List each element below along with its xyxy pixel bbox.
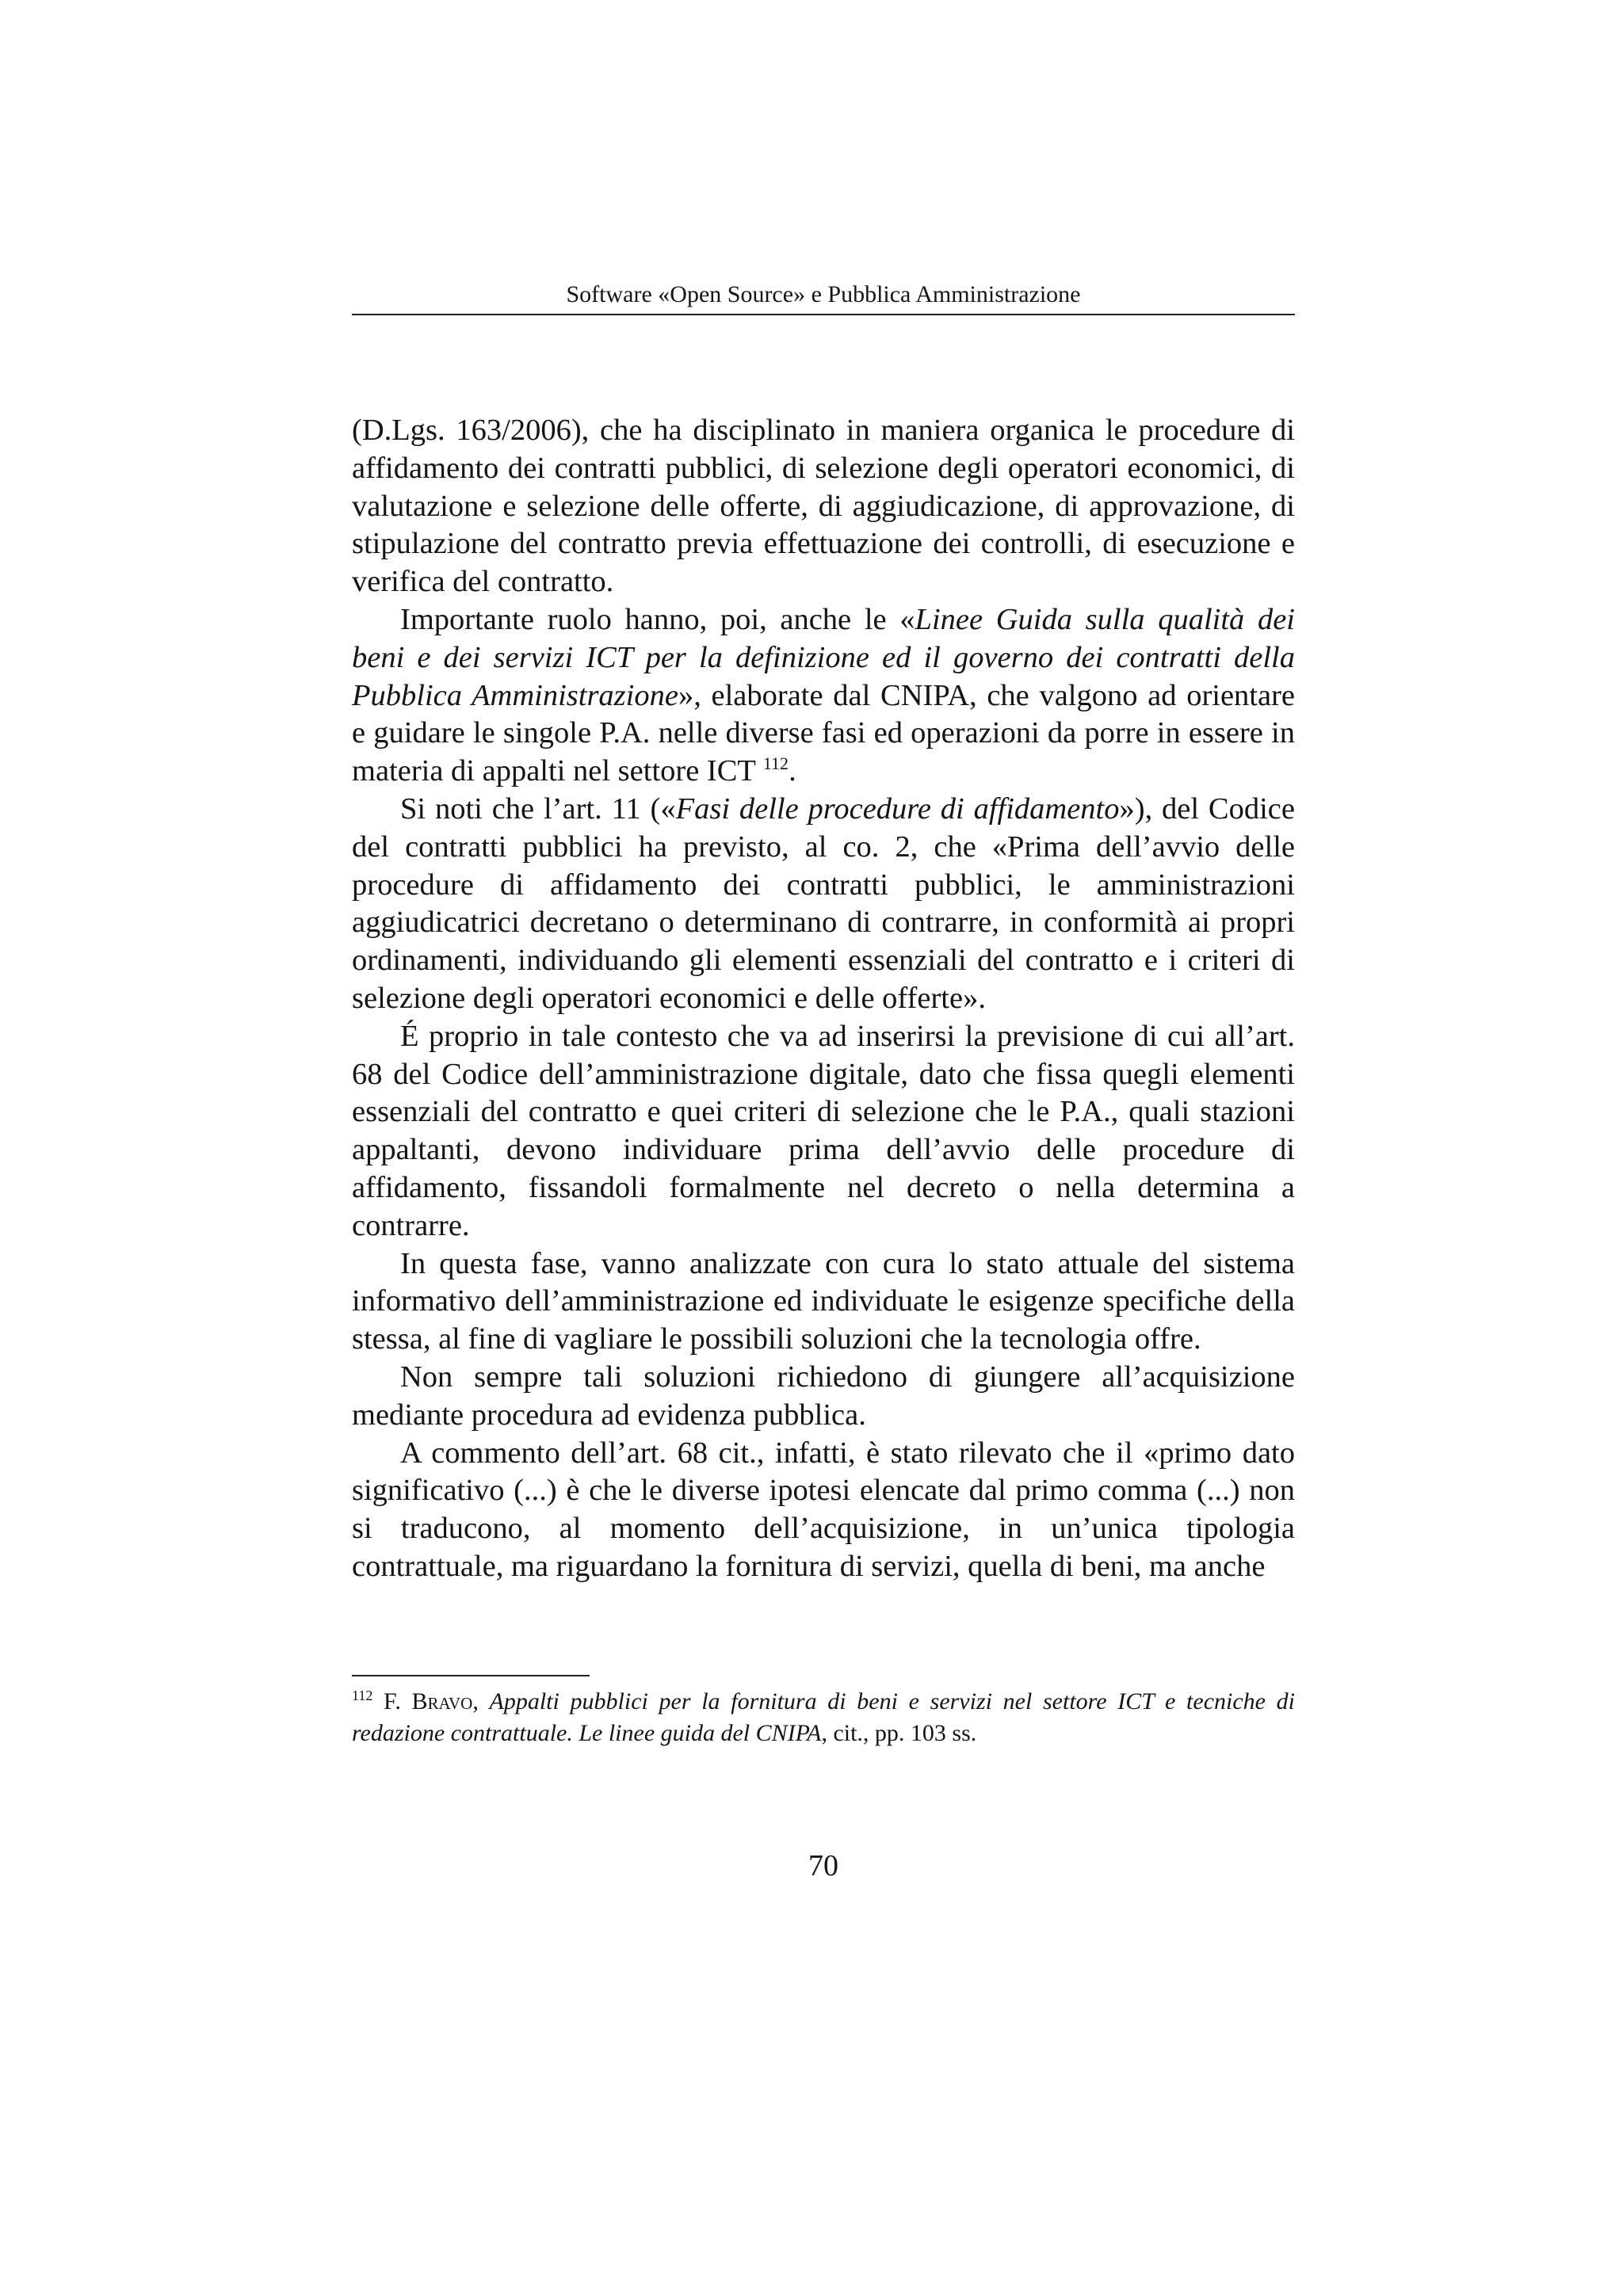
footnote-reference[interactable]: 112 <box>762 753 789 774</box>
paragraph-2-text-b: », elaborate dal CNIPA, che valgono ad orientare e guidare le singole P.A. nelle diverse fasi ed operazioni da porre in essere in materia di appalti nel settore ICT <box>352 678 1296 788</box>
guidelines-title: Linee Guida sulla qualità dei beni e dei servizi ICT per la definizione ed il governo dei contratti della Pubblica Amministrazione <box>352 602 1295 712</box>
running-head: Software «Open Source» e Pubblica Amministrazione <box>566 281 1081 307</box>
footnote-separator: , <box>472 1688 490 1714</box>
header-rule <box>352 314 1295 315</box>
footnote-rule <box>352 1675 590 1676</box>
paragraph-2-text-c: . <box>789 754 796 788</box>
page-number: 70 <box>808 1849 838 1882</box>
footnote-author-initial: F. <box>384 1688 412 1714</box>
paragraph-2 <box>352 601 1295 791</box>
paragraph-4: É proprio in tale contesto che va ad inserirsi la previsione di cui all’art. 68 del Codice dell’amministrazione digitale, dato che fissa quegli elementi essenziali del contratto e quei criteri di selezione che le P.A., quali stazioni appaltanti, devono individuare prima dell’avvio delle procedure di affidamento, fissandoli formalmente nel decreto o nella determina a contrarre. <box>352 1019 1295 1242</box>
footnote <box>352 1686 1295 1749</box>
paragraph-6: Non sempre tali soluzioni richiedono di giungere all’acquisizione mediante procedura ad evidenza pubblica. <box>352 1360 1295 1432</box>
footnote-author-surname: Bravo <box>411 1688 473 1714</box>
paragraph-3-text-b: »), del Codice del contratti pubblici ha previsto, al co. 2, che «Prima dell’avvio delle procedure di affidamento dei contratti pubblici, le amministrazioni aggiudicatrici decretano o determinano di contrarre, in conformità ai propri ordinamenti, individuando gli elementi essenziali del contratto e i criteri di selezione degli operatori economici e delle offerte». <box>352 791 1295 1015</box>
paragraph-2-text-a: Importante ruolo hanno, poi, anche le « <box>400 602 915 636</box>
footnote-citation: , cit., pp. 103 ss. <box>821 1720 977 1746</box>
paragraph-5: In questa fase, vanno analizzate con cura lo stato attuale del sistema informativo dell’amministrazione ed individuate le esigenze specifiche della stessa, al fine di vagliare le possibili soluzioni che la tecnologia offre. <box>352 1246 1295 1356</box>
paragraph-3 <box>352 791 1295 1018</box>
paragraph-3-text-a: Si noti che l’art. 11 (« <box>400 791 676 826</box>
footnote-work-title: Appalti pubblici per la fornitura di beni e servizi nel settore ICT e tecniche di redazione contrattuale. Le linee guida del CNIPA <box>352 1688 1295 1746</box>
footnote-number: 112 <box>352 1688 373 1703</box>
paragraph-1: (D.Lgs. 163/2006), che ha disciplinato in maniera organica le procedure di affidamento dei contratti pubblici, di selezione degli operatori economici, di valutazione e selezione delle offerte, di aggiudicazione, di approvazione, di stipulazione del contratto previa effettuazione dei controlli, di esecuzione e verifica del contratto. <box>352 414 1295 599</box>
article-title: Fasi delle procedure di affidamento <box>675 791 1120 826</box>
paragraph-7: A commento dell’art. 68 cit., infatti, è stato rilevato che il «primo dato significativo (...) è che le diverse ipotesi elencate dal primo comma (...) non si traducono, al momento dell’acquisizione, in un’unica tipologia contrattuale, ma riguardano la fornitura di servizi, quella di beni, ma anche <box>352 1436 1295 1583</box>
body-text <box>352 412 1295 1586</box>
